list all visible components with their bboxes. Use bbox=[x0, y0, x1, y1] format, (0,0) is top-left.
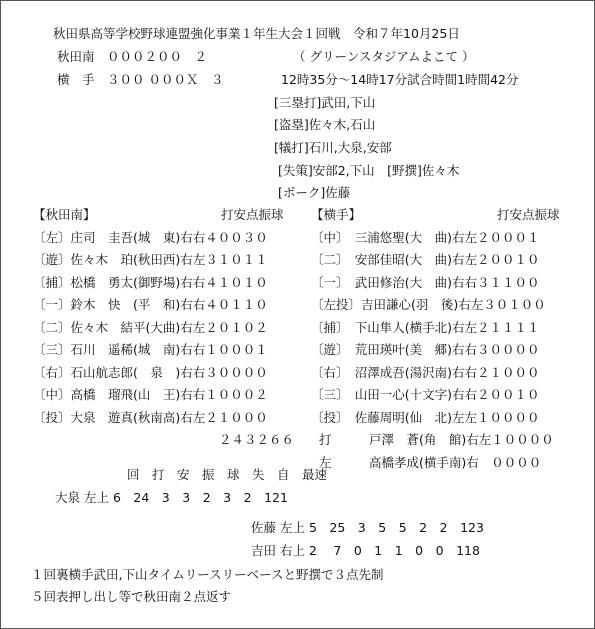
left-team-name: 【秋田南】 bbox=[33, 207, 96, 222]
summary-balk: [ボーク]佐藤 bbox=[278, 185, 351, 200]
list-item: 〔右〕石山航志郎( 泉 )右右３００００ bbox=[33, 365, 268, 380]
list-item: 〔中〕高橋 瑠飛(山 王)右右１０００２ bbox=[33, 387, 268, 402]
line-score-yokote: 横 手 ３００ ０００Ｘ ３ bbox=[57, 72, 224, 87]
venue: （ グリーンスタジアムよこて ） bbox=[293, 49, 475, 64]
summary-triples: [三塁打]武田,下山 bbox=[274, 95, 376, 110]
game-note: ５回表押し出し等で秋田南２点返す bbox=[31, 589, 232, 604]
list-item: 〔一〕鈴木 快 (平 和)右右４０１１０ bbox=[33, 297, 268, 312]
line-score-akitaminami: 秋田南 ０００２００ ２ bbox=[57, 49, 208, 64]
list-item: 〔三〕 山田一心(十文字)右右２００１０ bbox=[311, 387, 540, 402]
pitching-row: 吉田 右上 2 7 0 1 1 0 0 118 bbox=[251, 543, 480, 558]
list-item: 〔左〕庄司 圭吾(城 東)右右４００３０ bbox=[33, 230, 268, 245]
list-item: 〔三〕石川 遥稀(城 南)右右１０００１ bbox=[33, 342, 268, 357]
left-team-totals: ２４３２６６ bbox=[219, 432, 295, 447]
pitching-row: 大泉 左上 6 24 3 3 2 3 2 121 bbox=[55, 490, 288, 505]
list-item: 左 高橋孝成(横手南)右 ００００ bbox=[319, 455, 542, 470]
summary-sacrifices: [犠打]石川,大泉,安部 bbox=[274, 140, 392, 155]
list-item: 〔捕〕 下山隼人(横手北)右左２１１１１ bbox=[311, 320, 540, 335]
list-item: 〔遊〕佐々木 珀(秋田西)右左３１０１１ bbox=[33, 252, 268, 267]
pitching-header: 回 打 安 振 球 失 自 最速 bbox=[127, 467, 328, 482]
list-item: 〔二〕 安部佳昭(大 曲)右左２００１０ bbox=[311, 252, 540, 267]
right-team-name: 【横手】 bbox=[311, 207, 362, 222]
list-item: 〔投〕 佐藤周明(仙 北)左左１００００ bbox=[311, 410, 540, 425]
right-team-columns: 打安点振球 bbox=[497, 207, 560, 222]
list-item: 〔捕〕松橋 勇太(御野場)右右４１０１０ bbox=[33, 275, 268, 290]
game-time: 12時35分～14時17分試合時間1時間42分 bbox=[281, 72, 519, 87]
list-item: 打 戸澤 蒼(角 館)右左１００００ bbox=[319, 432, 554, 447]
list-item: 〔一〕 武田修治(大 曲)右右３１１００ bbox=[311, 275, 540, 290]
list-item: 〔二〕佐々木 結平(大曲)右左２０１０２ bbox=[33, 320, 268, 335]
summary-errors: [失策]安部2,下山 [野撰]佐々木 bbox=[278, 163, 460, 178]
game-title: 秋田県高等学校野球連盟強化事業１年生大会１回戦 令和７年10月25日 bbox=[53, 26, 460, 41]
left-team-columns: 打安点振球 bbox=[221, 207, 284, 222]
pitching-row: 佐藤 左上 5 25 3 5 5 2 2 123 bbox=[251, 520, 484, 535]
list-item: 〔左投〕吉田謙心(羽 後)右左３０１００ bbox=[311, 297, 546, 312]
list-item: 〔中〕 三浦悠聖(大 曲)右左２０００１ bbox=[311, 230, 540, 245]
list-item: 〔右〕 沼澤成吾(湯沢南)右右２１０００ bbox=[311, 365, 540, 380]
list-item: 〔投〕大泉 遊真(秋南高)右左２１０００ bbox=[33, 410, 268, 425]
game-note: １回裏横手武田,下山タイムリースリーベースと野撰で３点先制 bbox=[31, 567, 384, 582]
list-item: 〔遊〕 荒田瑛叶(美 郷)右右３００００ bbox=[311, 342, 540, 357]
summary-steals: [盗塁]佐々木,石山 bbox=[274, 117, 376, 132]
